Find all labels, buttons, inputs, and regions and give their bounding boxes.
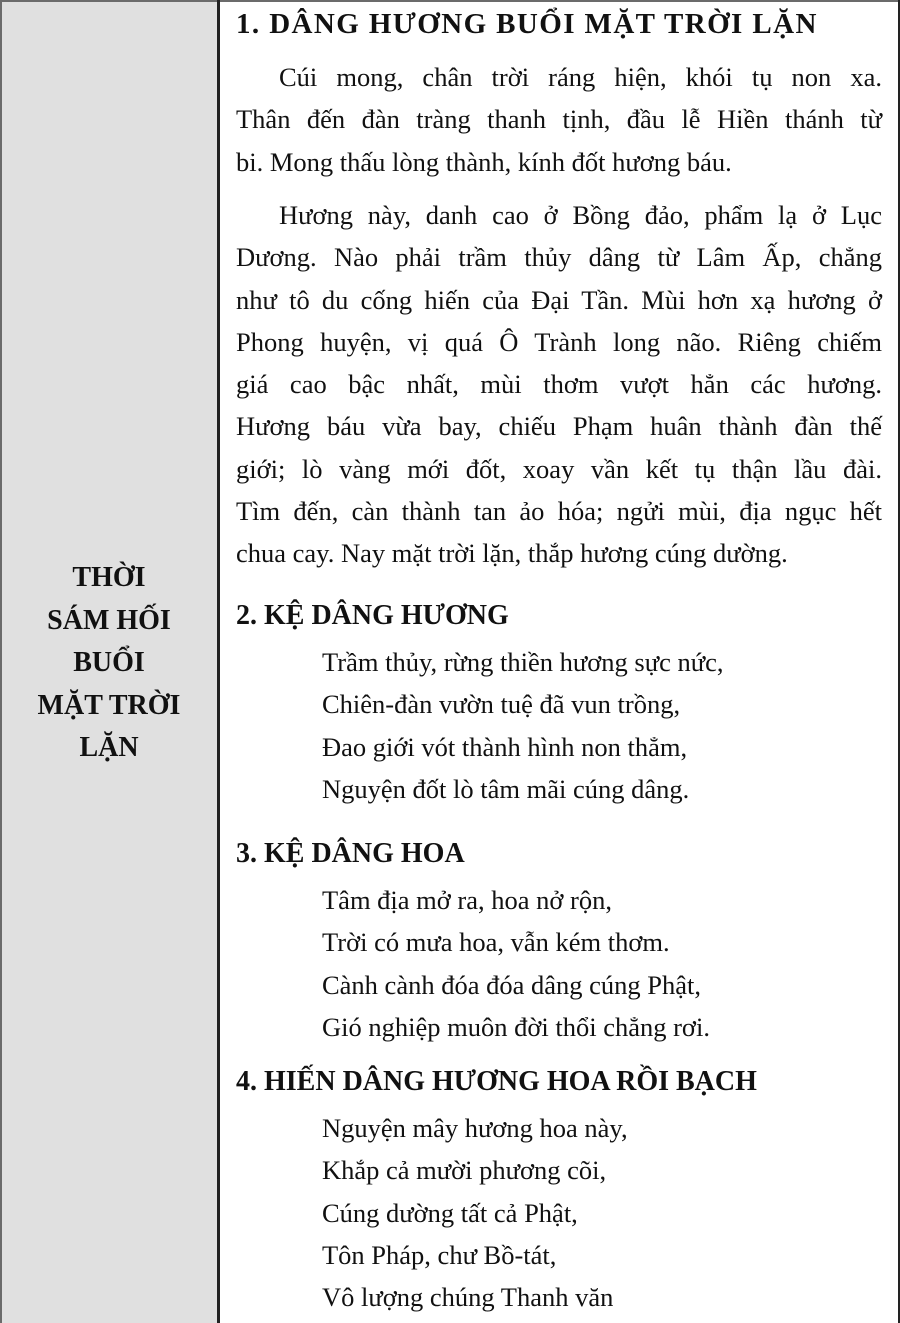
paragraph-line: Tìm đến, càn thành tan ảo hóa; ngửi mùi, địa ngục hết (236, 496, 882, 527)
side-title (0, 557, 218, 770)
verse-line: Đao giới vót thành hình non thẳm, (322, 731, 688, 762)
paragraph-line: Dương. Nào phải trầm thủy dâng từ Lâm Ấp, chẳng (236, 242, 882, 273)
section-1-paragraph-1 (236, 56, 882, 183)
verse-line: Chiên-đàn vườn tuệ đã vun trồng, (322, 689, 681, 720)
side-title-line: THỜI (72, 562, 146, 593)
paragraph-line: chua cay. Nay mặt trời lặn, thắp hương cúng dường. (236, 538, 788, 569)
verse-line: Cành cành đóa đóa dâng cúng Phật, (322, 969, 701, 1000)
verse-line: Gió nghiệp muôn đời thổi chẳng rơi. (322, 1011, 710, 1042)
side-title-line: BUỔI (73, 647, 145, 678)
section-1-paragraph-2 (236, 194, 882, 575)
side-title-line: SÁM HỐI (47, 604, 171, 636)
verse-line: Tôn Pháp, chư Bồ-tát, (322, 1239, 557, 1270)
verse-line: Vô lượng chúng Thanh văn (322, 1282, 614, 1313)
paragraph-line: Phong huyện, vị quá Ô Trành long não. Riêng chiếm (236, 326, 882, 357)
paragraph-line: Hương này, danh cao ở Bồng đảo, phẩm lạ ở Lục (279, 200, 882, 230)
side-title-line: MẶT TRỜI (37, 689, 181, 721)
paragraph-line: Hương báu vừa bay, chiếu Phạm huân thành đàn thế (236, 411, 882, 442)
verse-line: Trời có mưa hoa, vẫn kém thơm. (322, 927, 670, 958)
section-2-verse (322, 641, 723, 810)
verse-line: Nguyện đốt lò tâm mãi cúng dâng. (322, 773, 690, 804)
paragraph-line: Cúi mong, chân trời ráng hiện, khói tụ non xa. (279, 62, 882, 92)
section-3-heading: 3. KỆ DÂNG HOA (236, 838, 465, 869)
paragraph-line: Thân đến đàn tràng thanh tịnh, đầu lễ Hiền thánh từ (236, 104, 882, 135)
section-1-heading: 1. DÂNG HƯƠNG BUỔI MẶT TRỜI LẶN (236, 8, 818, 40)
paragraph-line: bi. Mong thấu lòng thành, kính đốt hương báu. (236, 146, 732, 177)
top-border (218, 0, 900, 2)
verse-line: Tâm địa mở ra, hoa nở rộn, (322, 885, 612, 915)
verse-line: Nguyện mây hương hoa này, (322, 1113, 628, 1143)
verse-line: Khắp cả mười phương cõi, (322, 1155, 607, 1186)
section-4-heading: 4. HIẾN DÂNG HƯƠNG HOA RỒI BẠCH (236, 1066, 757, 1097)
side-title-line: LẶN (79, 732, 139, 763)
verse-line: Cúng dường tất cả Phật, (322, 1197, 578, 1228)
section-4-verse (322, 1107, 628, 1318)
paragraph-line: giá cao bậc nhất, mùi thơm vượt hẳn các hương. (236, 369, 882, 400)
verse-line: Trầm thủy, rừng thiền hương sực nức, (322, 647, 724, 677)
paragraph-line: giới; lò vàng mới đốt, xoay vần kết tụ thận lầu đài. (236, 453, 882, 484)
paragraph-line: như tô du cống hiến của Đại Tần. Mùi hơn xạ hương ở (236, 284, 882, 315)
section-3-verse (322, 879, 710, 1048)
section-2-heading: 2. KỆ DÂNG HƯƠNG (236, 600, 509, 631)
